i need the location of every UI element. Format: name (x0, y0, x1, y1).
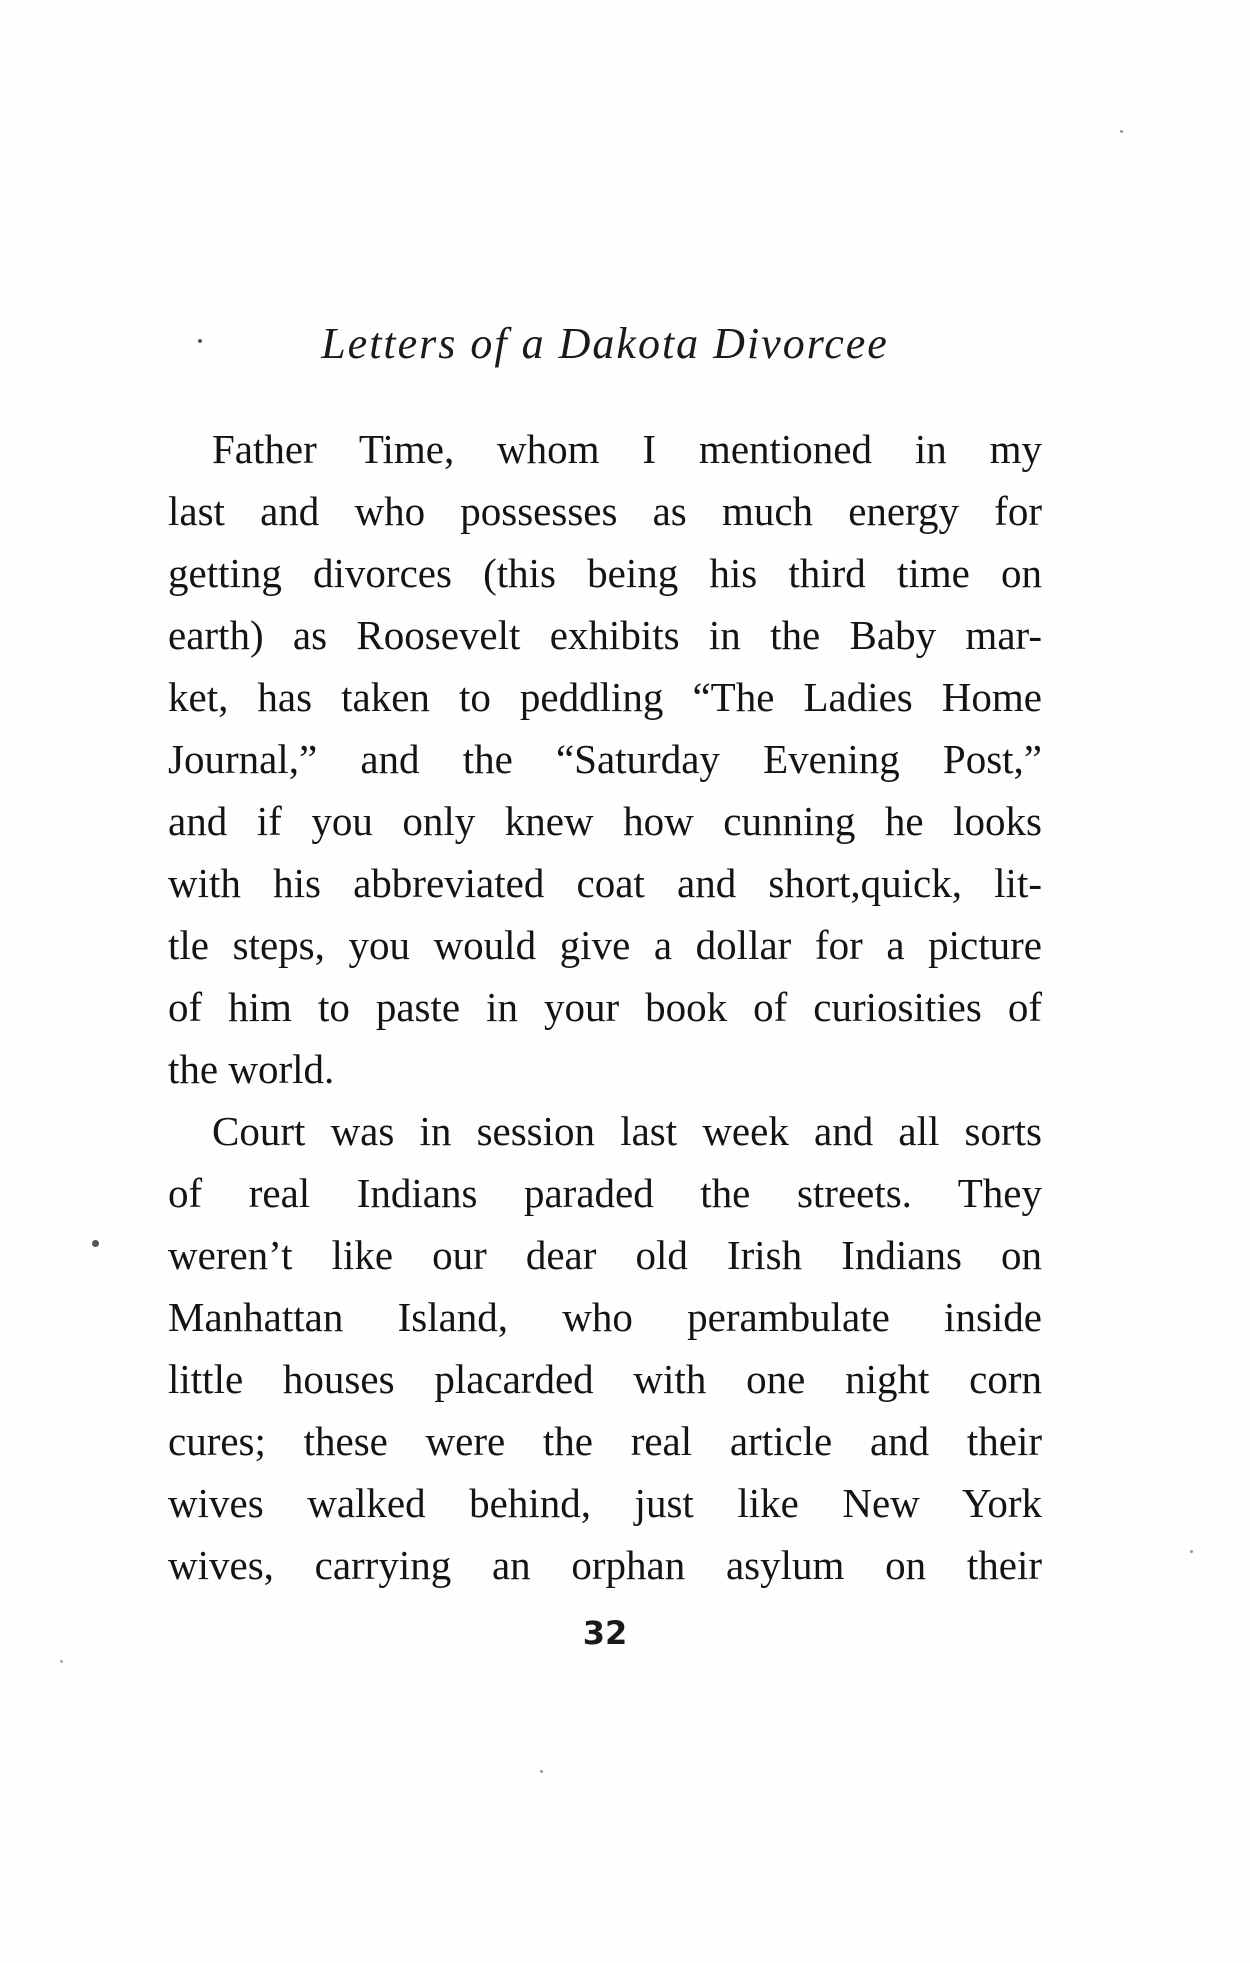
text-line: wives walked behind, just like New York (168, 1480, 1042, 1526)
text-line: of real Indians paraded the streets. They (168, 1170, 1042, 1216)
text-line: Manhattan Island, who perambulate inside (168, 1294, 1042, 1340)
text-line: wives, carrying an orphan asylum on their (168, 1542, 1042, 1588)
text-line: tle steps, you would give a dollar for a picture (168, 922, 1042, 968)
paper-speck (92, 1240, 99, 1247)
text-line: the world. (168, 1046, 335, 1092)
text-line: Court was in session last week and all sorts (212, 1108, 1042, 1154)
text-line: Journal,” and the “Saturday Evening Post,” (168, 736, 1042, 782)
text-line: and if you only knew how cunning he looks (168, 798, 1042, 844)
page-number: 32 (582, 1614, 628, 1652)
paper-speck (60, 1660, 63, 1663)
text-line: getting divorces (this being his third time on (168, 550, 1042, 596)
text-line: little houses placarded with one night corn (168, 1356, 1042, 1402)
text-line: of him to paste in your book of curiosities of (168, 984, 1042, 1030)
text-line: weren’t like our dear old Irish Indians on (168, 1232, 1042, 1278)
text-line: last and who possesses as much energy for (168, 488, 1042, 534)
paragraph-2 (168, 1100, 1042, 1596)
paper-speck (540, 1770, 543, 1773)
paragraph-1 (168, 418, 1042, 1100)
text-line: cures; these were the real article and their (168, 1418, 1042, 1464)
text-line: with his abbreviated coat and short,quick, lit- (168, 860, 1042, 906)
running-head: Letters of a Dakota Divorcee (321, 319, 889, 368)
paper-speck (198, 339, 202, 343)
paper-speck (1190, 1550, 1193, 1553)
paper-speck (1120, 130, 1123, 133)
text-line: earth) as Roosevelt exhibits in the Baby mar- (168, 612, 1042, 658)
body-text (168, 418, 1042, 1596)
text-line: Father Time, whom I mentioned in my (212, 426, 1042, 472)
text-line: ket, has taken to peddling “The Ladies Home (168, 674, 1042, 720)
